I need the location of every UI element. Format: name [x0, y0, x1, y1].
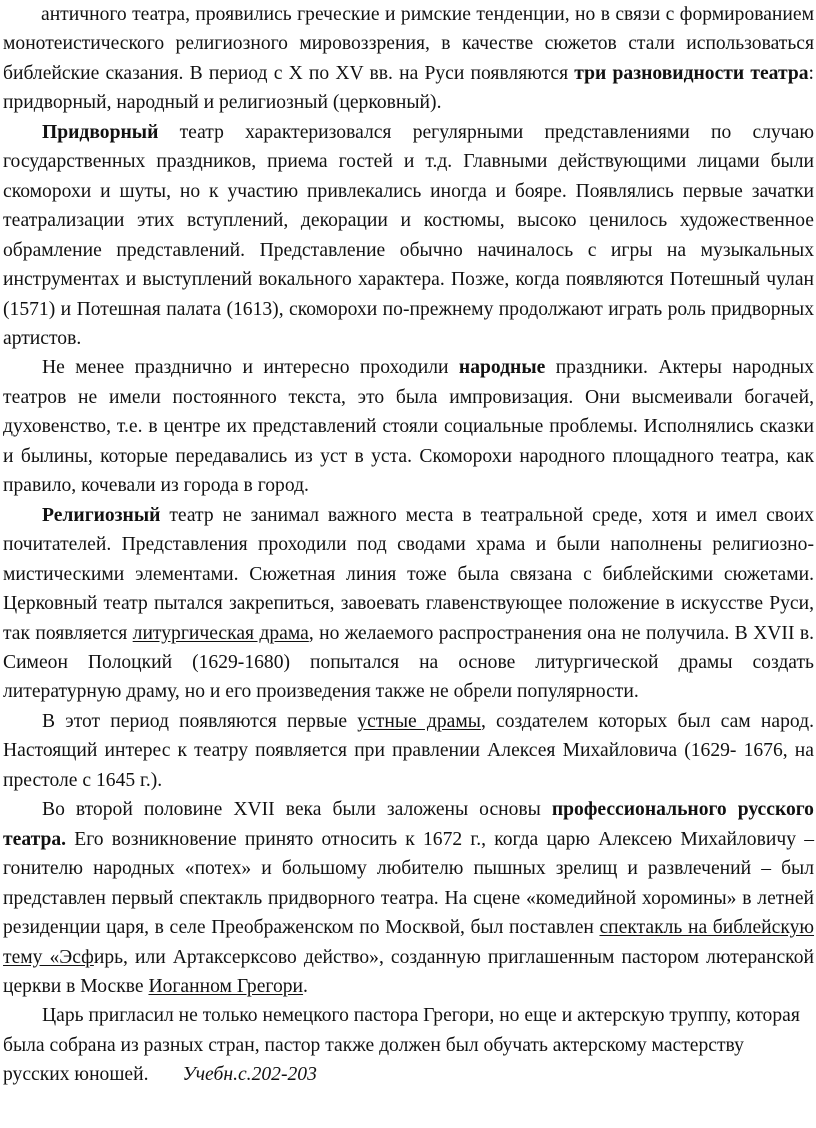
text-segment: , но желаемого распространения она не получила. В XVII в. Симеон Полоцкий (1629-1680) попытался на основе литургической драмы создать литературную драму, но и его произведения также не обрели популярности. [3, 622, 814, 703]
paragraph-intro-continuation [3, 0, 814, 118]
paragraph-court-theatre [3, 118, 814, 354]
underlined-term-esther-play: спектакль на библейскую тему «Эсф [3, 917, 815, 968]
text-segment: . [303, 975, 308, 997]
text-segment: театр характеризовался регулярными представлениями по случаю государственных праздников, приема гостей и т.д. Главными действующими лицами были скоморохи и шуты, но к участию привлекались иногда и бояре. Появлялись первые зачатки театрализации этих вступлений, декорации и костюмы, высоко ценилось художественное обрамление представлений. Представление обычно начиналось с игры на музыкальных инструментах и выступлений вокального характера. Позже, когда появляются Потешный чулан (1571) и Потешная палата (1613), скоморохи по-прежнему продолжают играть роль придворных артистов. [3, 121, 814, 349]
text-segment: античного театра, проявились греческие и римские тенденции, но в связи с формированием монотеистического религиозного мировоззрения, в качестве сюжетов стали использоваться библейские сказания. В период с X по XV вв. на Руси появляются [3, 4, 814, 84]
underlined-term-liturgical-drama: литургическая драма [132, 622, 309, 644]
bold-term-professional-theatre: профессионального русского театра. [3, 799, 814, 850]
text-segment: Во второй половине XVII века были заложены основы [42, 799, 552, 821]
text-segment: Его возникновение принято относить к 1672 г., когда царю Алексею Михайловичу – гонителю народных «потех» и большому любителю пышных зрелищ и развлечений – был представлен первый спектакль придворного театра. На сцене «комедийной хоромины» в летней резиденции царя, в селе Преображенском по Москвой, был поставлен [3, 828, 814, 939]
text-segment: ирь, или Артаксерксово действо», созданную приглашенным пастором лютеранской церкви в Москве [3, 946, 814, 997]
bold-term-folk: народные [458, 357, 546, 379]
paragraph-professional-theatre [3, 795, 814, 1001]
bold-term-religious: Религиозный [42, 504, 161, 526]
text-segment: В этот период появляются первые [42, 710, 358, 732]
underlined-term-gregory: Иоганном Грегори [148, 975, 304, 997]
text-segment: , создателем которых был сам народ. Настоящий интерес к театру появляется при правлении Алексея Михайловича (1629- 1676, на престоле с 1645 г.). [3, 710, 814, 791]
paragraph-tsar-invitation [3, 1001, 814, 1089]
text-segment: праздники. Актеры народных театров не имели постоянного текста, это была импровизация. Они высмеивали богачей, духовенство, т.е. в центре их представлений стояли социальные проблемы. Исполнялись сказки и былины, которые передавались из уст в уста. Скоморохи народного площадного театра, как правило, кочевали из города в город. [3, 357, 814, 497]
underlined-term-oral-dramas: устные драмы [357, 710, 481, 732]
paragraph-folk-theatre [3, 353, 814, 500]
text-segment: Не менее празднично и интересно проходили [42, 357, 459, 379]
text-segment: : придворный, народный и религиозный (церковный). [3, 62, 814, 114]
bold-term-court: Придворный [42, 121, 159, 143]
paragraph-religious-theatre [3, 501, 814, 707]
source-reference: Учебн.с.202-203 [182, 1064, 317, 1086]
paragraph-oral-dramas [3, 707, 814, 795]
text-segment: театр не занимал важного места в театральной среде, хотя и имел своих почитателей. Представления проходили под сводами храма и были наполнены религиозно-мистическими элементами. Сюжетная линия тоже была связана с библейскими сюжетами. Церковный театр пытался закрепиться, завоевать главенствующее положение в искусстве Руси, так появляется [3, 504, 814, 644]
bold-term-three-types: три разновидности театра [574, 62, 809, 84]
text-segment: Царь пригласил не только немецкого пастора Грегори, но еще и актерскую труппу, которая была собрана из разных стран, пастор также должен был обучать актерскому мастерству русских юношей. [3, 1005, 800, 1086]
